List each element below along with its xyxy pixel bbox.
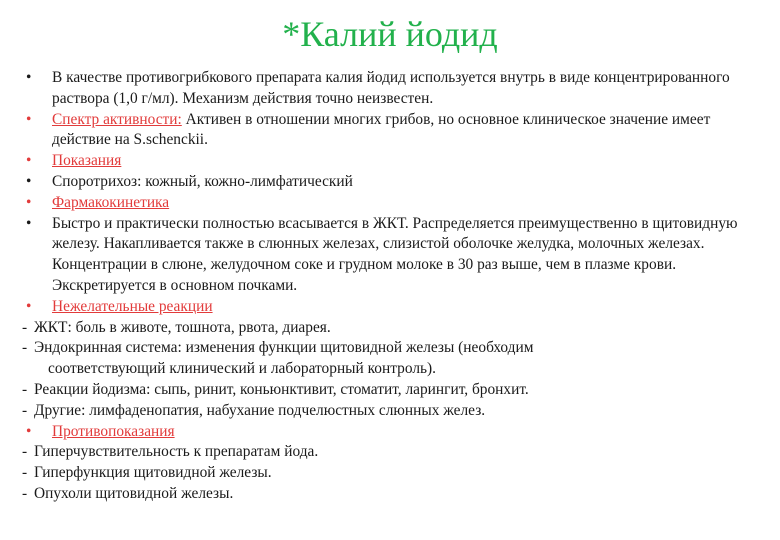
dash-item	[22, 463, 758, 484]
list-item	[26, 214, 758, 297]
bullet-marker: •	[26, 172, 32, 190]
dash-item	[22, 318, 758, 339]
list-item	[26, 68, 758, 110]
dash-item	[22, 380, 758, 401]
bullet-marker: •	[26, 193, 32, 211]
bullet-marker: •	[26, 297, 32, 315]
contraindications-link[interactable]: Противопоказания	[52, 422, 175, 440]
item-text: Реакции йодизма: сыпь, ринит, коньюнктивит, стоматит, ларингит, бронхит.	[34, 380, 529, 398]
item-text: В качестве противогрибкового препарата калия йодид используется внутрь в виде концентрированного раствора (1,0 г/мл). Механизм действия точно неизвестен.	[52, 69, 730, 107]
indications-link[interactable]: Показания	[52, 152, 122, 170]
dash-marker: -	[22, 339, 28, 357]
dash-marker: -	[22, 318, 28, 336]
dash-item	[22, 401, 758, 422]
item-text-continued: соответствующий клинический и лабораторный контроль).	[48, 360, 437, 378]
dash-item	[22, 484, 758, 505]
item-text: Другие: лимфаденопатия, набухание подчелюстных слюнных желез.	[34, 401, 486, 419]
spectrum-link[interactable]: Спектр активности:	[52, 110, 182, 128]
item-text: Споротрихоз: кожный, кожно-лимфатический	[52, 172, 353, 190]
list-item	[26, 193, 758, 214]
dash-marker: -	[22, 443, 28, 461]
bullet-marker: •	[26, 422, 32, 440]
list-item	[26, 151, 758, 172]
dash-marker: -	[22, 380, 28, 398]
list-item	[26, 172, 758, 193]
item-text: Быстро и практически полностью всасывается в ЖКТ. Распределяется преимущественно в щитовидную железу. Накапливается также в слюнных железах, слизистой оболочке желудка, молочных железах. Концентрации в слюне, желудочном соке и грудном молоке в 30 раз выше, чем в плазме крови. Экскретируется в основном почками.	[52, 214, 738, 294]
slide-body	[22, 68, 758, 505]
list-item	[26, 422, 758, 443]
dash-marker: -	[22, 464, 28, 482]
bullet-marker: •	[26, 214, 32, 232]
dash-marker: -	[22, 484, 28, 502]
list-item	[26, 110, 758, 152]
adverse-reactions-link[interactable]: Нежелательные реакции	[52, 297, 213, 315]
item-text: ЖКТ: боль в животе, тошнота, рвота, диарея.	[34, 318, 331, 336]
bullet-marker: •	[26, 152, 32, 170]
item-text: Опухоли щитовидной железы.	[34, 484, 234, 502]
dash-marker: -	[22, 401, 28, 419]
dash-item	[22, 338, 758, 380]
dash-item	[22, 442, 758, 463]
pharmacokinetics-link[interactable]: Фармакокинетика	[52, 193, 170, 211]
bullet-marker: •	[26, 110, 32, 128]
item-text: Эндокринная система: изменения функции щитовидной железы (необходим	[34, 339, 534, 357]
bullet-marker: •	[26, 69, 32, 86]
item-text: Гиперчувствительность к препаратам йода.	[34, 443, 319, 461]
list-item	[26, 297, 758, 318]
slide-title: *Калий йодид	[282, 14, 498, 54]
item-text: Гиперфункция щитовидной железы.	[34, 464, 272, 482]
item-text: Активен в отношении многих грибов, но основное клиническое значение имеет действие на S.schenckii.	[52, 110, 711, 149]
